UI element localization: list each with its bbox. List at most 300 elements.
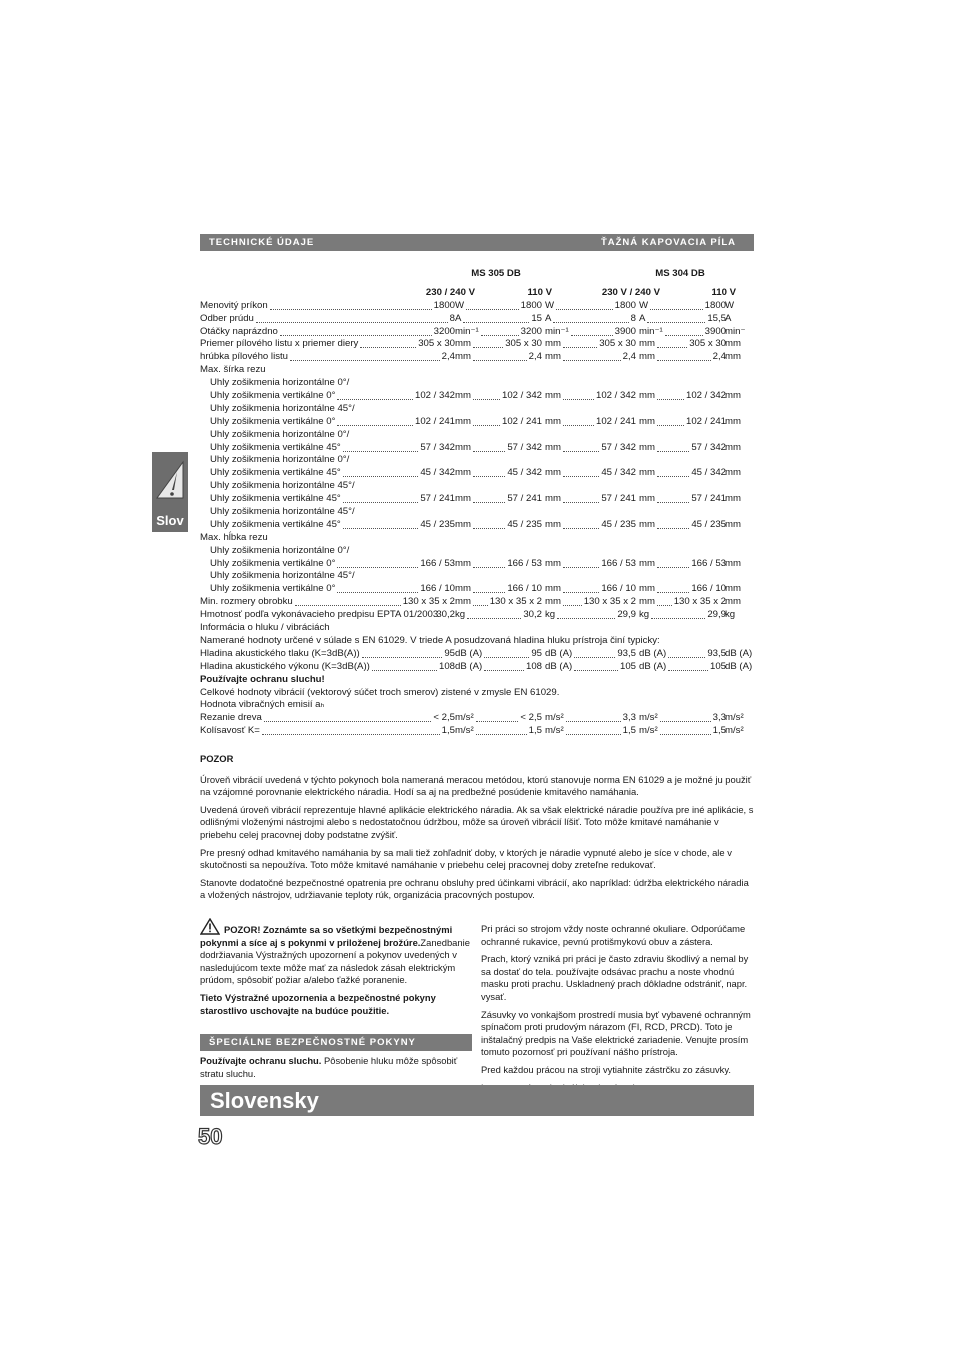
spec-unit: mm bbox=[455, 467, 471, 479]
dot-leader bbox=[553, 313, 628, 323]
spec-value: 166 / 10 bbox=[507, 583, 542, 595]
spec-unit: mm bbox=[639, 441, 655, 453]
spec-label: Max. šírka rezu bbox=[200, 364, 266, 376]
dot-leader bbox=[343, 493, 419, 503]
spec-value: 95 bbox=[444, 647, 455, 659]
dot-leader bbox=[668, 648, 705, 658]
dot-leader bbox=[337, 390, 413, 400]
spec-value: 3900 bbox=[704, 325, 726, 337]
spec-label: Uhly zošikmenia vertikálne 0° bbox=[210, 583, 336, 595]
spec-unit: mm bbox=[639, 467, 655, 479]
dot-leader bbox=[337, 416, 413, 426]
spec-value: 1,5 bbox=[528, 725, 542, 737]
spec-label: Uhly zošikmenia vertikálne 0° bbox=[210, 390, 336, 402]
model-header-row bbox=[200, 268, 760, 281]
dot-leader bbox=[571, 326, 613, 336]
spec-unit: mm bbox=[455, 596, 471, 608]
dot-leader bbox=[466, 300, 519, 310]
spec-label: Hodnota vibračných emisií aₕ bbox=[200, 699, 325, 711]
spec-row bbox=[200, 493, 760, 506]
spec-label: Uhly zošikmenia vertikálne 45° bbox=[210, 467, 341, 479]
spec-value: 57 / 241 bbox=[507, 493, 542, 505]
dot-leader bbox=[463, 313, 529, 323]
spec-label: Uhly zošikmenia vertikálne 0° bbox=[210, 415, 336, 427]
spec-row bbox=[200, 532, 760, 545]
spec-unit: mm bbox=[725, 441, 741, 453]
spec-label: Uhly zošikmenia horizontálne 0°/ bbox=[210, 428, 350, 440]
dot-leader bbox=[657, 351, 711, 361]
spec-value: 102 / 241 bbox=[501, 415, 542, 427]
spec-unit: kg bbox=[455, 609, 466, 621]
dot-leader bbox=[657, 442, 689, 452]
spec-value: 166 / 53 bbox=[420, 557, 455, 569]
spec-value: 30,2 bbox=[523, 609, 542, 621]
spec-label: Kolísavosť K= bbox=[200, 725, 260, 737]
spec-row bbox=[200, 416, 760, 429]
ear-protection-text bbox=[200, 1055, 472, 1080]
spec-value: 130 x 35 x 2 bbox=[489, 596, 542, 608]
spec-value: 3200 bbox=[433, 325, 455, 337]
dot-leader bbox=[660, 725, 711, 735]
voltage-3: 230 V / 240 V bbox=[601, 286, 660, 298]
dot-leader bbox=[563, 390, 594, 400]
spec-value: 93,5 bbox=[707, 647, 726, 659]
spec-label: Uhly zošikmenia horizontálne 0°/ bbox=[210, 454, 350, 466]
spec-value: 102 / 241 bbox=[414, 415, 455, 427]
spec-row bbox=[200, 712, 760, 725]
spec-unit: m/s² bbox=[455, 725, 474, 737]
side-tab bbox=[152, 452, 188, 532]
spec-label: Uhly zošikmenia horizontálne 45°/ bbox=[210, 480, 355, 492]
spec-value: 305 x 30 bbox=[418, 338, 455, 350]
spec-value: 305 x 30 bbox=[689, 338, 726, 350]
spec-row bbox=[200, 506, 760, 519]
spec-row bbox=[200, 609, 760, 622]
dot-leader bbox=[563, 519, 599, 529]
spec-row bbox=[200, 545, 760, 558]
spec-value: 102 / 342 bbox=[595, 390, 636, 402]
spec-unit: mm bbox=[545, 467, 561, 479]
spec-unit: m/s² bbox=[639, 712, 658, 724]
spec-value: 108 bbox=[438, 660, 455, 672]
spec-value: 102 / 241 bbox=[595, 415, 636, 427]
spec-unit: mm bbox=[725, 493, 741, 505]
spec-value: 130 x 35 x 2 bbox=[583, 596, 636, 608]
pozor-p3: Pre presný odhad kmitavého namáhania by sa mali tiež zohľadniť doby, v ktorých je náradie vypnuté alebo je síce v chode, ale v skutočnosti sa nepoužíva. Toto môže kmitavé namáhanie v priebehu celej pracovnej doby zreteľne redukovať. bbox=[200, 846, 732, 871]
spec-row bbox=[200, 661, 760, 674]
dot-leader bbox=[647, 313, 705, 323]
spec-value: 45 / 235 bbox=[691, 518, 726, 530]
spec-unit: A bbox=[455, 312, 462, 324]
dot-leader bbox=[574, 661, 618, 671]
spec-value: 95 bbox=[531, 647, 542, 659]
spec-unit: A bbox=[545, 312, 552, 324]
spec-unit: A bbox=[639, 312, 646, 324]
spec-value: 1,5 bbox=[441, 725, 455, 737]
dot-leader bbox=[343, 467, 419, 477]
spec-row bbox=[200, 300, 760, 313]
dot-leader bbox=[657, 416, 684, 426]
spec-value: 2,4 bbox=[712, 351, 726, 363]
spec-unit: mm bbox=[455, 557, 471, 569]
spec-unit: mm bbox=[639, 351, 655, 363]
spec-unit: mm bbox=[455, 441, 471, 453]
spec-unit: mm bbox=[545, 351, 561, 363]
spec-row bbox=[200, 338, 760, 351]
voltage-1: 230 / 240 V bbox=[425, 286, 475, 298]
spec-unit: min⁻ bbox=[725, 325, 746, 337]
spec-row bbox=[200, 377, 760, 390]
spec-unit: mm bbox=[639, 390, 655, 402]
spec-value: 93,5 bbox=[617, 647, 636, 659]
dot-leader bbox=[563, 416, 594, 426]
spec-label: Menovitý príkon bbox=[200, 299, 268, 311]
spec-row bbox=[200, 326, 760, 339]
dot-leader bbox=[484, 648, 529, 658]
spec-value: 57 / 342 bbox=[420, 441, 455, 453]
pozor-title: POZOR bbox=[200, 753, 234, 764]
spec-value: 3,3 bbox=[712, 712, 726, 724]
dot-leader bbox=[563, 442, 599, 452]
spec-unit: mm bbox=[545, 583, 561, 595]
spec-table bbox=[200, 268, 760, 738]
spec-label: Namerané hodnoty určené v súlade s EN 61029. V triede A posudzovaná hladina hluku prístroja činí typicky: bbox=[200, 634, 660, 646]
dot-leader bbox=[563, 351, 621, 361]
dot-leader bbox=[337, 583, 418, 593]
spec-unit: m/s² bbox=[545, 712, 564, 724]
dot-leader bbox=[360, 338, 416, 348]
spec-row bbox=[200, 648, 760, 661]
spec-unit: mm bbox=[545, 441, 561, 453]
left-column bbox=[200, 918, 472, 1022]
spec-value: 45 / 235 bbox=[601, 518, 636, 530]
spec-unit: mm bbox=[639, 583, 655, 595]
spec-label: Celkové hodnoty vibrácií (vektorový súčet troch smerov) zistené v zmysle EN 61029. bbox=[200, 686, 560, 698]
spec-value: 1800 bbox=[614, 299, 636, 311]
spec-label: Uhly zošikmenia horizontálne 0°/ bbox=[210, 377, 350, 389]
spec-label: Používajte ochranu sluchu! bbox=[200, 673, 325, 685]
dot-leader bbox=[473, 338, 503, 348]
spec-unit: dB (A) bbox=[545, 660, 573, 672]
dot-leader bbox=[563, 493, 599, 503]
spec-value: 3,3 bbox=[622, 712, 636, 724]
spec-value: 30,2 bbox=[436, 609, 455, 621]
dot-leader bbox=[473, 467, 505, 477]
spec-row bbox=[200, 390, 760, 403]
dot-leader bbox=[563, 338, 597, 348]
dot-leader bbox=[295, 596, 401, 606]
spec-value: 166 / 10 bbox=[691, 583, 726, 595]
spec-value: 166 / 53 bbox=[691, 557, 726, 569]
dot-leader bbox=[476, 725, 527, 735]
spec-value: 130 x 35 x 2 bbox=[673, 596, 726, 608]
spec-value: 102 / 342 bbox=[414, 390, 455, 402]
dot-leader bbox=[566, 725, 621, 735]
spec-unit: min⁻¹ bbox=[639, 325, 663, 337]
ear-protection-bold: Používajte ochranu sluchu. bbox=[200, 1055, 322, 1066]
spec-value: < 2,5 bbox=[520, 712, 542, 724]
spec-value: 45 / 235 bbox=[507, 518, 542, 530]
spec-unit: mm bbox=[545, 415, 561, 427]
spec-unit: dB (A) bbox=[639, 647, 667, 659]
spec-value: 166 / 53 bbox=[507, 557, 542, 569]
spec-row bbox=[200, 635, 760, 648]
spec-unit: kg bbox=[545, 609, 556, 621]
spec-unit: mm bbox=[455, 415, 471, 427]
dot-leader bbox=[657, 493, 689, 503]
spec-value: 57 / 342 bbox=[691, 441, 726, 453]
spec-unit: mm bbox=[455, 338, 471, 350]
safety-warning-bold: POZOR! Zoznámte sa so všetkými bezpečnostnými pokynmi a síce aj s pokynmi v priloženej brožúre. bbox=[200, 924, 453, 948]
dot-leader bbox=[668, 661, 708, 671]
dot-leader bbox=[484, 661, 524, 671]
dot-leader bbox=[476, 712, 519, 722]
spec-unit: min⁻¹ bbox=[455, 325, 479, 337]
right-p1: Pri práci so strojom vždy noste ochranné okuliare. Odporúčame ochranné rukavice, pevnú protišmykovú obuv a zástera. bbox=[481, 923, 746, 947]
spec-row bbox=[200, 674, 760, 687]
spec-value: 105 bbox=[619, 660, 636, 672]
spec-unit: mm bbox=[455, 583, 471, 595]
dot-leader bbox=[280, 326, 432, 336]
spec-unit: mm bbox=[725, 467, 741, 479]
spec-value: 102 / 241 bbox=[685, 415, 726, 427]
dot-leader bbox=[256, 313, 448, 323]
spec-label: Uhly zošikmenia vertikálne 45° bbox=[210, 441, 341, 453]
dot-leader bbox=[473, 493, 505, 503]
spec-unit: dB (A) bbox=[455, 647, 483, 659]
spec-value: 1800 bbox=[433, 299, 455, 311]
spec-row bbox=[200, 480, 760, 493]
spec-rows bbox=[200, 300, 760, 738]
dot-leader bbox=[657, 338, 687, 348]
pozor-p1: Úroveň vibrácií uvedená v týchto pokynoch bola nameraná meracou metódou, ktorú stanovuje norma EN 61029 a je možné ju použiť na vzájomné porovnanie elektrického náradia. Hodí sa aj na predbežné posúdenie kmitavého namáhania. bbox=[200, 773, 752, 798]
spec-row bbox=[200, 699, 760, 712]
safety-warning-rest: Zanedbanie dodržiavania Výstražných upozornení a pokynov uvedených v nasledujúcom texte môže mať za následok zásah elektrickým prúdom, spôsobiť požiar a/alebo ťažké poranenie. bbox=[200, 936, 470, 986]
spec-unit: mm bbox=[725, 583, 741, 595]
section-header-bar bbox=[200, 234, 754, 251]
model-a: MS 305 DB bbox=[471, 268, 521, 279]
spec-unit: mm bbox=[725, 415, 741, 427]
spec-label: Min. rozmery obrobku bbox=[200, 596, 293, 608]
spec-label: Rezanie dreva bbox=[200, 712, 262, 724]
spec-unit: dB (A) bbox=[455, 660, 483, 672]
spec-value: 1800 bbox=[704, 299, 726, 311]
dot-leader bbox=[262, 725, 440, 735]
spec-value: 45 / 342 bbox=[601, 467, 636, 479]
dot-leader bbox=[657, 596, 672, 606]
dot-leader bbox=[665, 326, 703, 336]
spec-label: Uhly zošikmenia vertikálne 45° bbox=[210, 518, 341, 530]
spec-unit: mm bbox=[639, 557, 655, 569]
spec-value: 166 / 10 bbox=[601, 583, 636, 595]
spec-unit: mm bbox=[545, 390, 561, 402]
spec-unit: dB (A) bbox=[545, 647, 573, 659]
spec-label: Hmotnosť podľa vykonávacieho predpisu EPTA 01/2003 bbox=[200, 609, 439, 621]
spec-unit: mm bbox=[545, 596, 561, 608]
dot-leader bbox=[473, 558, 505, 568]
spec-unit: mm bbox=[545, 518, 561, 530]
voltage-header-row bbox=[200, 287, 760, 300]
spec-value: 8 bbox=[449, 312, 455, 324]
spec-unit: mm bbox=[545, 557, 561, 569]
spec-unit: mm bbox=[725, 518, 741, 530]
dot-leader bbox=[473, 583, 505, 593]
spec-value: 102 / 342 bbox=[685, 390, 726, 402]
spec-value: 45 / 342 bbox=[507, 467, 542, 479]
dot-leader bbox=[657, 390, 684, 400]
spec-unit: m/s² bbox=[639, 725, 658, 737]
dot-leader bbox=[657, 583, 689, 593]
spec-unit: kg bbox=[639, 609, 650, 621]
spec-row bbox=[200, 442, 760, 455]
spec-unit: mm bbox=[455, 351, 471, 363]
dot-leader bbox=[563, 558, 599, 568]
spec-value: 29,9 bbox=[707, 609, 726, 621]
dot-leader bbox=[574, 648, 615, 658]
spec-unit: m/s² bbox=[455, 712, 474, 724]
spec-value: 305 x 30 bbox=[599, 338, 636, 350]
dot-leader bbox=[264, 712, 432, 722]
spec-unit: min⁻¹ bbox=[545, 325, 569, 337]
spec-unit: m/s² bbox=[725, 725, 744, 737]
spec-value: 45 / 342 bbox=[420, 467, 455, 479]
spec-row bbox=[200, 429, 760, 442]
spec-value: 105 bbox=[709, 660, 726, 672]
spec-row bbox=[200, 454, 760, 467]
dot-leader bbox=[563, 467, 599, 477]
spec-row bbox=[200, 519, 760, 532]
spec-label: Uhly zošikmenia vertikálne 0° bbox=[210, 557, 336, 569]
right-p4: Pred každou prácou na stroji vytiahnite zástrčku zo zásuvky. bbox=[481, 1063, 731, 1075]
spec-unit: W bbox=[639, 299, 649, 311]
dot-leader bbox=[657, 558, 689, 568]
model-b: MS 304 DB bbox=[655, 268, 705, 279]
spec-value: 15 bbox=[531, 312, 542, 324]
section-header-right: ŤAŽNÁ KAPOVACIA PÍLA bbox=[600, 237, 736, 248]
dot-leader bbox=[473, 442, 505, 452]
spec-value: 1,5 bbox=[712, 725, 726, 737]
spec-label: Informácia o hluku / vibráciách bbox=[200, 622, 330, 634]
spec-value: 57 / 241 bbox=[420, 493, 455, 505]
dot-leader bbox=[481, 326, 519, 336]
language-bar bbox=[200, 1085, 754, 1116]
spec-label: Max. hĺbka rezu bbox=[200, 531, 268, 543]
dot-leader bbox=[473, 596, 488, 606]
page-number: 50 bbox=[198, 1124, 223, 1149]
spec-label: Uhly zošikmenia horizontálne 45°/ bbox=[210, 402, 355, 414]
spec-row bbox=[200, 583, 760, 596]
dot-leader bbox=[557, 609, 615, 619]
spec-value: 57 / 241 bbox=[691, 493, 726, 505]
spec-label: Uhly zošikmenia horizontálne 45°/ bbox=[210, 506, 355, 518]
spec-unit: mm bbox=[455, 390, 471, 402]
spec-unit: A bbox=[725, 312, 732, 324]
spec-unit: mm bbox=[639, 596, 655, 608]
spec-value: 29,9 bbox=[617, 609, 636, 621]
spec-row bbox=[200, 467, 760, 480]
spec-unit: mm bbox=[725, 557, 741, 569]
safety-warning bbox=[200, 918, 472, 987]
spec-unit: dB (A) bbox=[725, 647, 753, 659]
dot-leader bbox=[660, 712, 711, 722]
voltage-2: 110 V bbox=[527, 286, 552, 298]
dot-leader bbox=[343, 519, 419, 529]
spec-value: 57 / 241 bbox=[601, 493, 636, 505]
pozor-p2: Uvedená úroveň vibrácií reprezentuje hlavné aplikácie elektrického náradia. Ak sa však elektrické náradie používa pre iné aplikácie, s odlišnými vloženými nástrojmi alebo s nedostatočnou údržbou, môže sa úroveň vibrácií líšiť. Toto môže kmitavé namáhanie v priebehu celej pracovnej doby podstatne zvýšiť. bbox=[200, 803, 754, 840]
spec-unit: mm bbox=[725, 596, 741, 608]
dot-leader bbox=[473, 416, 500, 426]
spec-value: 2,4 bbox=[528, 351, 542, 363]
spec-value: 2,4 bbox=[622, 351, 636, 363]
dot-leader bbox=[473, 519, 505, 529]
spec-unit: mm bbox=[639, 493, 655, 505]
spec-value: 8 bbox=[630, 312, 636, 324]
dot-leader bbox=[473, 351, 527, 361]
warning-icon bbox=[155, 460, 185, 500]
dot-leader bbox=[337, 558, 418, 568]
spec-label: Otáčky naprázdno bbox=[200, 325, 278, 337]
dot-leader bbox=[290, 351, 440, 361]
spec-row bbox=[200, 570, 760, 583]
spec-value: 130 x 35 x 2 bbox=[402, 596, 455, 608]
spec-unit: mm bbox=[725, 351, 741, 363]
spec-unit: mm bbox=[639, 518, 655, 530]
language-title: Slovensky bbox=[210, 1088, 319, 1113]
spec-label: Uhly zošikmenia horizontálne 0°/ bbox=[210, 544, 350, 556]
spec-value: 57 / 342 bbox=[601, 441, 636, 453]
right-p3: Zásuvky vo vonkajšom prostredí musia byť vybavené ochranným spínačom proti prudovým nárazom (FI, RCD, PRCD). Toto je inštalačný predpis na Vaše elektrické zariadenie. Venujte prosím tomuto pozornosť pri používaní nášho prístroja. bbox=[481, 1008, 751, 1058]
spec-row bbox=[200, 687, 760, 700]
dot-leader bbox=[563, 583, 599, 593]
spec-value: 45 / 342 bbox=[691, 467, 726, 479]
spec-row bbox=[200, 558, 760, 571]
spec-label: hrúbka pílového listu bbox=[200, 351, 288, 363]
keep-instructions: Tieto Výstražné upozornenia a bezpečnostné pokyny starostlivo uschovajte na budúce použitie. bbox=[200, 991, 436, 1016]
spec-label: Uhly zošikmenia vertikálne 45° bbox=[210, 493, 341, 505]
spec-row bbox=[200, 725, 760, 738]
spec-value: 15,5 bbox=[707, 312, 726, 324]
spec-unit: W bbox=[455, 299, 465, 311]
special-safety-bar bbox=[200, 1034, 472, 1051]
spec-row bbox=[200, 364, 760, 377]
spec-row bbox=[200, 313, 760, 326]
dot-leader bbox=[343, 442, 419, 452]
spec-unit: dB (A) bbox=[725, 660, 753, 672]
spec-unit: mm bbox=[455, 493, 471, 505]
spec-unit: mm bbox=[725, 390, 741, 402]
spec-value: 3200 bbox=[520, 325, 542, 337]
spec-value: 45 / 235 bbox=[420, 518, 455, 530]
spec-label: Odber prúdu bbox=[200, 312, 254, 324]
spec-value: < 2,5 bbox=[433, 712, 455, 724]
right-column bbox=[481, 923, 755, 1099]
spec-value: 102 / 342 bbox=[501, 390, 542, 402]
spec-label: Hladina akustického tlaku (K=3dB(A)) bbox=[200, 647, 360, 659]
dot-leader bbox=[556, 300, 613, 310]
spec-value: 108 bbox=[525, 660, 542, 672]
spec-unit: W bbox=[725, 299, 735, 311]
spec-label: Uhly zošikmenia horizontálne 45°/ bbox=[210, 570, 355, 582]
spec-value: 166 / 10 bbox=[420, 583, 455, 595]
section-header-left: TECHNICKÉ ÚDAJE bbox=[209, 237, 315, 248]
spec-value: 1,5 bbox=[622, 725, 636, 737]
spec-row bbox=[200, 403, 760, 416]
dot-leader bbox=[467, 609, 521, 619]
voltage-4: 110 V bbox=[711, 286, 736, 298]
spec-row bbox=[200, 351, 760, 364]
dot-leader bbox=[473, 390, 500, 400]
spec-unit: m/s² bbox=[725, 712, 744, 724]
